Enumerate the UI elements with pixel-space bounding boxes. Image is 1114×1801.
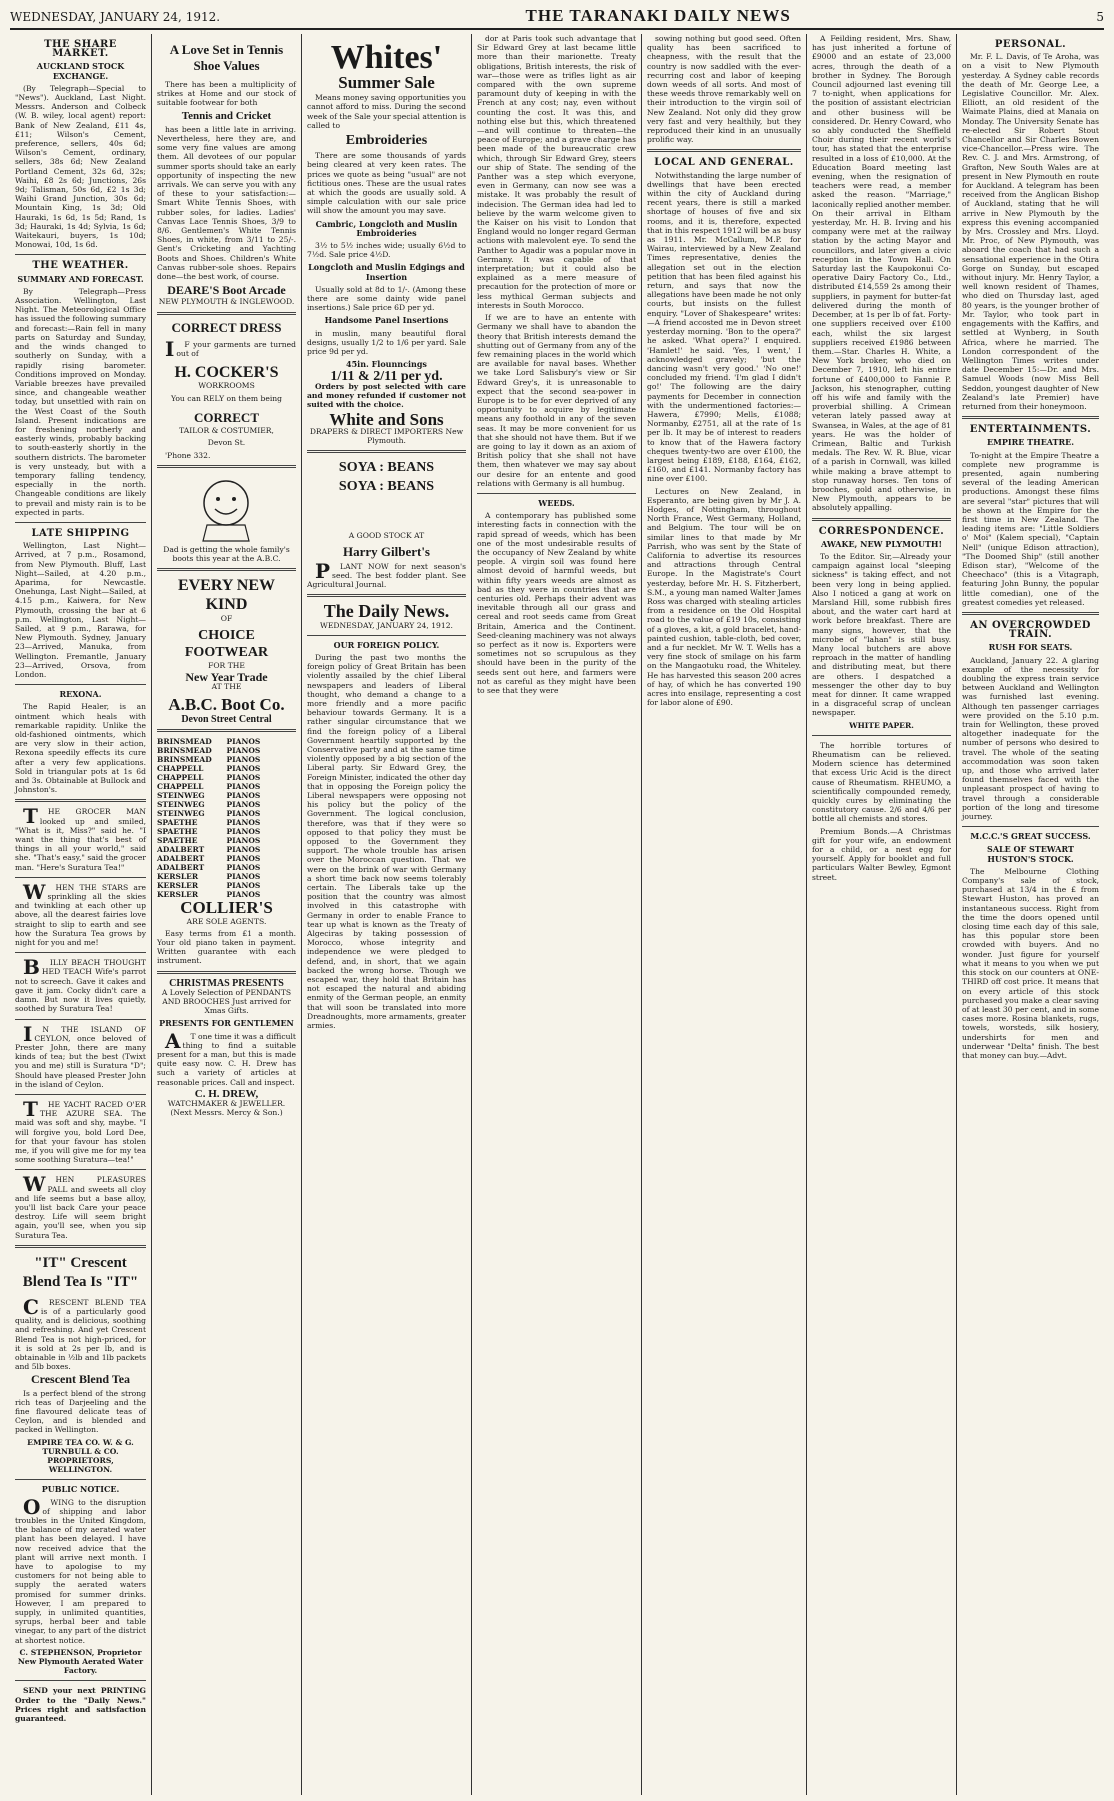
piano-label: PIANOS [226,737,261,747]
correct-label: CORRECT [193,409,259,425]
divider [962,416,1099,419]
foreign-policy-title: OUR FOREIGN POLICY. [333,639,440,650]
weeds-text: A contemporary has published some interesting facts in connection with the rapid spread of weeds, which has been one of the most undesirable results of the occupancy of New Zealand by white people. A virgin soil was found here almost devoid of harmful weeds, but within fifty years weeds are almost as bad as they were in countries that are centuries old. Perhaps their advent was inevitable through all our grass and cereal and root seeds came from Great Britain, America and the Continent. Seed-cleaning machinery was not always so perfect as it now is. Exporters were sometimes not so scrupulous as they should have been in the purity of the seeds sent out here, and farmers were not as careful as they might have been to see that they were [477,511,636,696]
divider [157,312,296,315]
piano-brand: SPAETHE [157,836,198,846]
gentlemen-presents: PRESENTS FOR GENTLEMEN [159,1018,294,1029]
phone-label: 'Phone 332. [165,450,211,460]
piano-label: PIANOS [226,800,261,810]
divider [307,594,466,597]
daily-news-date: WEDNESDAY, JANUARY 24, 1912. [320,620,453,630]
suratura-ad-1: THE GROCER MAN looked up and smiled, "What is it, Miss?" said he. "I want the thing that's best of things in all your world," said she. "That's easy," said the grocer man. "Here's Suratura Tea!" [15,804,146,872]
flouncings-head: 45in. Flounncings [346,359,427,370]
local-general-continued: A Feilding resident, Mrs. Shaw, has just inherited a fortune of £9000 and an estate of 23,000 acres, through the death of a brother in Sydney. The Borough Council adjourned last evening till 7 to-night, when applications for the position of assistant electrician and other business will be considered. Dr. Henry Coward, who so ably conducted the Sheffield Choir during their recent world's tour, has stated that the enterprise resulted in a loss of £10,000. At the Education Board meeting last evening, when the resignation of teachers were read, a member asked the reason. "Marriage," laconically replied another member. On their arrival in Eltham yesterday, Mr. H. B. Irving and his company were met at the railway station by the acting Mayor and councillors, and later given a civic reception in the Town Hall. On Saturday last the Kaupokonui Co-operative Dairy Factory Co., Ltd., distributed £14,559 2s among their suppliers, in payment for butter-fat delivered during the month of December, at 1s per lb of fat. Forty-one suppliers received over £100 each, whilst the six largest suppliers received £1986 between them.—Star. Charles H. White, a New York broker, who died on December 7, 1910, left his entire fortune of £400,000 to Fannie P. Jackson, his stenographer, cutting off his wife and family with the proverbial shilling. A Crimean veteran lately passed away at Swansea, in Wales, at the age of 81 years. He was the holder of Crimean, Baltic and Turkish medals. The Rev. W. R. Blue, vicar of a parish in Cornwall, was killed while making a brave attempt to stop runaway horses. Ten tons of brooches, gold and otherwise, in New Plymouth, appears to be absolutely appalling. [812,34,951,513]
daily-news-nameplate: The Daily News. [323,601,450,622]
divider [15,1094,146,1095]
piano-brand: CHAPPELL [157,773,204,783]
local-general-title: LOCAL AND GENERAL. [654,157,794,169]
plant-now-text: PLANT NOW for next season's seed. The best fodder plant. See Agricultural Journal. [307,558,466,590]
divider [307,635,466,636]
piano-label: PIANOS [226,890,261,900]
divider [812,518,951,521]
column-2 [152,34,302,1795]
suratura-ad-6: WHEN PLEASURES PALL and sweets all cloy and life seems but a base alloy, you'll list back Care your peace destroy. Life will seem bright again, you'll see, when you sip Suratura Tea. [15,1172,146,1240]
correct-dress-text: IF your garments are turned out of [165,336,296,361]
divider [157,465,296,468]
divider [15,684,146,685]
child-illustration [157,473,295,543]
suratura-ad-4: IN THE ISLAND OF CEYLON, once beloved of Prester John, there are many kinds of tea; but the best (Twixt you and me) still is Suratura "D"; Should have pleased Prester John in the island of Ceylon. [15,1021,146,1089]
weeds-title: WEEDS. [538,497,575,508]
embroideries-head: Embroideries [345,133,428,149]
paper-title: THE TARANAKI DAILY NEWS [525,6,791,25]
abc-caption: Dad is getting the whole family's boots this year at the A.B.C. [163,544,290,564]
piano-brand: ADALBERT [157,863,205,873]
personal-title: PERSONAL. [994,39,1067,50]
columns [10,34,1104,1795]
column-4 [472,34,642,1795]
love-set-text: There has been a multiplicity of strikes at Home and our stock of suitable footwear for both [157,80,296,108]
piano-brand: CHAPPELL [157,782,204,792]
policy-entente: If we are to have an entente with Germany we shall have to abandon the theory that British interests demand the shutting out of Germany from any of the few remaining places in the world which are available for naval bases. Whether we take Lord Salisbury's view or Sir Edward Grey's, it is unreasonable to expect that the second sea-power in Europe is to be for ever deprived of any opportunity to acquire by legitimate means any foothold in any of the seven seas. It may be more convenient for us that she should not have them. But if we are going to lay it down as an axiom of British policy that she shall not have them, then whatever we may say about our desire for an entente and good relations with Germany is all humbug. [477,313,636,488]
rexona-text: The Rapid Healer, is an ointment which heals with remarkable rapidity. Unlike the old-fashioned ointments, which are very slow in their action, Rexona speedily effects its cure after a very few applications. Sold in triangular pots at 1s 6d and 3s. Obtainable at Bullock and Johnston's. [15,702,146,795]
rush-for-seats: RUSH FOR SEATS. [988,642,1073,653]
divider [477,493,636,494]
longcloth-head: Longcloth and Muslin Edgings and Insertion [308,262,465,282]
tailor-label: TAILOR & COSTUMIER, [179,426,274,436]
for-the-label: FOR THE [208,660,245,670]
correspondence-sub: AWAKE, NEW PLYMOUTH! [821,538,942,549]
piano-brand: STEINWEG [157,809,205,819]
rexona-title: REXONA. [59,689,102,700]
entertainments-text: To-night at the Empire Theatre a complete new programme is presented, again numbering several of the leading American productions. Amongst these films are several "star" pictures that will be shown at the Empire for the first time in New Zealand. The leading items are: "Little Soldiers o' Moi" (Kalem special), "Captain Nell" (unique Edison attraction), "The Doomed Ship" (still another Edison star), "Welcome of the Cheechaco" (this is a Vitagraph, featuring John Bunny, the popular little comedian), one of the greatest comedies yet released. [962,450,1099,607]
divider [15,952,146,953]
divider [962,612,1099,615]
soya-beans-2: SOYA : BEANS [338,479,435,495]
colliers-name: COLLIER'S [180,898,273,918]
piano-brand: STEINWEG [157,800,205,810]
empire-theatre-title: EMPIRE THEATRE. [986,437,1075,448]
piano-label: PIANOS [226,881,261,891]
divider [15,254,146,255]
overcrowded-train-title: AN OVERCROWDED TRAIN. [970,619,1091,641]
divider [15,1169,146,1170]
love-set-headline: A Love Set in Tennis Shoe Values [169,42,284,73]
new-year-trade: New Year Trade [185,669,268,684]
piano-label: PIANOS [226,773,261,783]
handsome-head: Handsome Panel Insertions [324,315,449,326]
divider [962,826,1099,827]
of-label: OF [220,614,233,624]
piano-brand: ADALBERT [157,845,205,855]
mcc-text: The Melbourne Clothing Company's sale of stock, purchased at 13/4 in the £ from Stewart Huston, has proved an instantaneous success. Right from the time the doors opened until closing time each day of this sale, has this popular store been crowded with buyers. And no wonder. Just figure for yourself what it means to you when we put this stock on our counters at ONE-THIRD off cost price. It means that on every article of this stock purchased you make a clear saving of at least 30 per cent, and in some cases more. Rosina blankets, rugs, towels, worsteds, silk hosiery, undershirts for men and underwear "Delta" finish. The best that money can buy.—Advt. [962,866,1099,1060]
column-1 [10,34,152,1795]
overcrowded-train-text: Auckland, January 22. A glaring example of the necessity for doubling the express train service between Auckland and Wellington was furnished last evening. Although ten passenger carriages were provided on the 5.10 p.m. train for Wellington, these proved altogether inadequate for the number of persons who desired to travel. The whole of the seating accommodation was soon taken up, and those who arrived later found themselves faced with the unpleasant prospect of having to travel through a considerable portion of the long and tiresome journey. [962,655,1099,822]
weeds-continued: sowing nothing but good seed. Often quality has been sacrificed to cheapness, with the result that the country is now saddled with the ever-recurring cost and labor of keeping down weeds of all sorts. And most of these weeds throve remarkably well on their introduction to the virgin soil of New Zealand. Not only did they grow very fast and very healthily, but they reproduced their kind in an unusually prolific way. [647,34,801,145]
piano-brand: KERSLER [157,872,199,882]
piano-label: PIANOS [226,791,261,801]
drew-name: C. H. DREW, [194,1087,259,1100]
public-notice-text: OWING to the disruption of shipping and labor troubles in the United Kingdom, the balance of my aerated water plant has been delayed. I have now received advice that the plant will arrive next month. I have to apologise to my customers for not being able to supply the aerated waters promised for summer drinks. However, I am prepared to supply, in unlimited quantities, syrups, herbal beer and table vinegar, to any part of the district at shortest notice. [15,1494,146,1645]
weather-title: THE WEATHER. [32,260,129,272]
divider [812,735,951,736]
xmas-presents-head: CHRISTMAS PRESENTS [169,977,284,989]
piano-brand: BRINSMEAD [157,746,212,756]
post-orders: Orders by post selected with care and money refunded if customer not suited with the choice. [307,381,466,410]
suratura-ad-2: WHEN THE STARS are sprinkling all the skies and twinkling at each other up above, all the dearest fairies love straight to slip to earth and see how the Suratura Tea grows by night for you and me! [15,879,146,948]
handsome-text: in muslin, many beautiful floral designs, usually 1/2 to 1/6 per yard. Sale price 9d per yd. [307,328,466,357]
personal-text: Mr. F. L. Davis, of Te Aroha, was on a visit to New Plymouth yesterday. A Sydney cable records the death of Mr. George Lee, a Legislative Councillor. Mr. Alex. Elliott, an old resident of the Waimate Plains, died at Manaia on Monday. The University Senate has re-elected Sir Robert Stout Chancellor and Sir Charles Bowen vice-Chancellor.—Press wire. The Rev. C. J. and Mrs. Armstrong, of Grafton, New South Wales are at present in New Plymouth en route for Auckland. A telegram has been received from the Anglican Bishop of Auckland, stating that he will arrive in New Plymouth by the express this evening accompanied by Mrs. Crossley and Mrs. Lloyd. Mr. Proc, of New Plymouth, was aboard the coach that had such a sensational experience in the Otira Gorge on Sunday, but escaped without injury. Mr. Henry Taylor, a well known resident of Thames, who died on Thursday last, aged 80 years, is the younger brother of Mr. Taylor, who took part in engagements with the Kaffirs, and settled at Wynberg, in South Africa, where he married. The London correspondent of the Wellington Times writes under date December 15:—Dr. and Mrs. Samuel Woods (now Miss Bell Seddon, youngest daughter of New Zealand's late Premier) have returned from their honeymoon. [962,52,1099,411]
empire-tea-co: EMPIRE TEA CO. W. & G. TURNBULL & CO. PROPRIETORS, WELLINGTON. [27,1437,134,1475]
issue-date: WEDNESDAY, JANUARY 24, 1912. [10,10,221,24]
rely-text: You can RELY on them being [170,393,283,403]
crescent-big: Crescent Blend Tea [30,1372,131,1387]
piano-brand: BRINSMEAD [157,755,212,765]
piano-label: PIANOS [226,746,261,756]
piano-label: PIANOS [226,854,261,864]
local-general-more: Lectures on New Zealand, in Esperanto, are being given by Mr J. A. Hodges, of Nottingham, throughout North France, West Germany, Holland, and Belgium. The tour will be on similar lines to that made by Mr Parrish, who was sent by the State of California to advertise its resources and attractions through Central Europe. In the Magistrate's Court yesterday, before Mr. H. S. Fitzherbert, S.M., a young man named Walter James Ross was charged with stealing articles from a residence on the Old Hospital road to the value of £19 10s, consisting of a gloves, a kit, a gold bracelet, hand-painted cushion, table-cloth, bed cover, and a fur necklet. Mr W. T. Wells has a very fine stock of smilage on his farm on the Mangaotuku road, the Whiteley. He has harvested this season 200 acres of hay, of which he has converted 190 acres into ensilage, representing a cost for labor alone of £90. [647,486,801,708]
deares-boot-arcade: DEARE'S Boot Arcade [167,283,286,298]
divider [15,799,146,802]
cockers-name: H. COCKER'S [174,364,279,382]
share-market-text: (By Telegraph—Special to "News"). Auckland, Last Night. Messrs. Anderson and Colbeck (W. B. wiley, local agent) report: Bank of New Zealand, £11 4s, £11; Wilson's Cement, preference, sellers, 40s 6d; Wilson's Cement, ordinary, sellers, 38s 6d; New Zealand Portland Cement, 32s 6d, 32s; Waihi, £8 2s 6d; Junctions, 26s 9d; Talisman, 50s 6d, £2 1s 3d; Waihi Grand Junction, 30s 6d; Mountain King, 1s 3d; Old Hauraki, 1s 6d, 1s 5d; Rand, 1s 3d; Hauraki, 1s 4d; Sylvia, 1s 6d; Waitekauri, buyers, 1s 10d; Monowai, 10d, 1s 6d. [15,83,146,250]
foreign-policy-text: During the past two months the foreign policy of Great Britain has been violently assailed by the chief Liberal newspapers and leaders of Liberal thought, who demand a change to a more friendly and a more pacific behaviour towards Germany. It is a rather singular circumstance that we find the foreign policy of a Liberal Government heartily supported by the Conservative party and at the same time violently opposed by a big section of the Liberal party. Sir Edward Grey, the Foreign Minister, indicated the other day that in opposing the Foreign policy the Liberal newspapers were opposing not his policy but the policy of the Government. The logical conclusion, therefore, was that if they were so opposed to that policy they must be opposed to the Government they support. The whole trouble has arisen over the Moroccan question. That we were on the brink of war with Germany a short time back now seems tolerably certain. The Liberals take up the position that the country was almost involved in this catastrophe with Germany in order to enable France to tear up what is known as the Treaty of Algeciras by taking possession of Morocco, whose integrity and independence we were pledged to defend, and, in short, that we again backed the wrong horse. Though we escaped war, they hold that Britain has not escaped the natural and abiding enmity of the German people, an enmity that will soon be translated into more Dreadnoughts, more armaments, greater armies. [307,652,466,1031]
mcc-sub: SALE OF STEWART HUSTON'S STOCK. [987,844,1074,864]
longcloth-text: Usually sold at 8d to 1/-. (Among these there are some dainty wide panel insertions.) Sale price 6D per yd. [307,284,466,313]
shipping-title: LATE SHIPPING [31,527,130,539]
summer-sale-head: Summer Sale [338,73,435,92]
piano-label: PIANOS [226,863,261,873]
mcc-title: M.C.C.'S GREAT SUCCESS. [970,831,1091,842]
page-number: 5 [1096,10,1104,24]
harry-gilbert: Harry Gilbert's [342,543,430,559]
weather-sub: SUMMARY AND FORECAST. [17,273,144,284]
piano-brand: KERSLER [157,881,199,891]
divider [157,971,296,974]
piano-label: PIANOS [226,872,261,882]
drew-sub: WATCHMAKER & JEWELLER. (Next Messrs. Mercy & Son.) [167,1098,286,1118]
correspondence-title: CORRESPONDENCE. [818,525,945,537]
crescent-headline: "IT" Crescent Blend Tea Is "IT" [22,1254,139,1290]
public-notice-title: PUBLIC NOTICE. [41,1484,120,1495]
column-3 [302,34,472,1795]
piano-label: PIANOS [226,836,261,846]
pianos-list [157,737,296,899]
workrooms-label: WORKROOMS [198,381,255,391]
divider [15,1019,146,1020]
drew-text: AT one time it was a difficult thing to find a suitable present for a man, but this is made quite easy now. C. H. Drew has such a variety of articles at reasonable prices. Call and inspect. [157,1028,296,1087]
xmas-presents-text: A Lovely Selection of PENDANTS AND BROOCHES Just arrived for Xmas Gifts. [161,987,292,1016]
divider [15,522,146,523]
devon-street-central: Devon Street Central [181,714,272,726]
piano-label: PIANOS [226,755,261,765]
piano-brand: ADALBERT [157,854,205,864]
sole-agents: ARE SOLE AGENTS. [186,916,267,926]
piano-brand: STEINWEG [157,791,205,801]
crescent-text: CRESCENT BLEND TEA is of a particularly good quality, and is delicious, soothing and refreshing. And yet Crescent Blend Tea is not high-priced, for it is sold at 2s per lb, and is obtainable in ½lb and 1lb packets and 5lb boxes. [15,1294,146,1372]
tennis-cricket-text: has been a little late in arriving. Nevertheless, here they are, and some very fine values are among them. All devotees of our popular summer sports should take an early opportunity of inspecting the new arrivals. We can serve you with any of these to your satisfaction:— Smart White Tennis Shoes, with rubber soles, for ladies. Ladies' Canvas Lace Tennis Shoes, 3/9 to 8/6. Gentlemen's White Tennis Shoes, in white, from 3/11 to 25/-. Gent's Cricketing and Yachting Boots and Shoes. Children's White Canvas rubber-sole shoes. Repairs done—the best work, of course. [157,124,296,282]
piano-brand: CHAPPELL [157,764,204,774]
divider [15,1680,146,1681]
local-general-text: Notwithstanding the large number of dwellings that have been erected within the city of Auckland during recent years, there is still a marked shortage of houses of five and six rooms, and it is, therefore, expected that in this respect 1912 will be as busy as 1911. Mr. McCallum, M.P. for Wairau, interviewed by a New Zealand Times representative, denies the allegation set out in the election petition that has been filed against his return, and says that now the allegations have been made he not only courts, but insists on the fullest enquiry. "Lover of Shakespeare" writes:—A friend accosted me in Devon street yesterday morning. 'Bon to the opera?' he asked. 'What opera?' I enquired. 'Hamlet!' he said. 'Yes, I went,' I acknowledged gravely; 'but the dancing wasn't very good.' 'No one!' concluded my friend. 'I'm glad I didn't go!' The following are the dairy payments for December in connection with the undermentioned factories:—Hawera, £7990; Mells, £1088; Normanby, £2751, all at the rate of 1s per lb. It may be of interest to readers to know that of the Hawera factory cheques twenty-two are over £100, the largest being £189, £188, £164, £162, £160, and £141. Normanby factory has nine over £100. [647,170,801,484]
devon-st-label: Devon St. [207,438,246,448]
divider [15,1479,146,1480]
masthead [10,6,1104,30]
divider [15,877,146,878]
whites-intro: Means money saving opportunities you cannot afford to miss. During the second week of the Sale your special attention is called to [307,93,467,130]
piano-brand: BRINSMEAD [157,737,212,747]
piano-label: PIANOS [226,818,261,828]
column-6 [807,34,957,1795]
piano-label: PIANOS [226,809,261,819]
share-market-title: THE SHARE MARKET. [44,39,117,60]
column-7 [957,34,1104,1795]
piano-label: PIANOS [226,845,261,855]
piano-label: PIANOS [226,782,261,792]
divider [307,450,466,453]
piano-terms: Easy terms from £1 a month. Your old piano taken in payment. Written guarantee with each instrument. [157,928,296,966]
rheumo-ad: The horrible tortures of Rheumatism can be relieved. Modern science has determined that excess Uric Acid is the direct cause of Rheumatism. RHEUMO, a scientifically compounded remedy, quickly cures by eliminating the constitutory cause. 2/6 and 4/6 per bottle all chemists and stores. [812,740,951,824]
printing-ad: SEND your next PRINTING Order to the "Daily News." Prices right and satisfaction guaranteed. [15,1686,146,1724]
tennis-cricket-head: Tennis and Cricket [181,109,272,122]
piano-label: PIANOS [226,764,261,774]
cambric-text: 3½ to 5½ inches wide; usually 6½d to 7½d. Sale price 4½D. [307,241,466,260]
weather-text: By Telegraph—Press Association. Wellington, Last Night. The Meteorological Office has issued the following summary and forecast:—Rain fell in many parts on Saturday and Sunday, and the winds changed to southerly on Sunday, with a rapidly rising barometer. Conditions improved on Monday. Variable breezes have prevailed since, and changeable weather today, but unsettled with rain on the West Coast of the South Island. Present indications are for freshening northerly and easterly winds, probably backing to south-easterly shortly in the southern districts. The barometer is very unsteady, but with a temporary falling tendency, especially in the north. Changeable conditions are likely to prevail and misty rain is to be expected in parts. [15,286,147,517]
every-new-kind: EVERY NEW KIND [177,577,276,614]
policy-continued: dor at Paris took such advantage that Sir Edward Grey at last became little more than their marionette. Treaty obligations, British interests, the risk of war—those were as trifles light as air compared with the own supreme paramount duty of keeping in with the French at any cost; nay, even without counting the cost. It was this, and nothing else but this, which threatened—and will continue to threaten—the peace of Europe; and a grave charge has been made of the bureaucratic crew which, through Sir Edward Grey, steers our ship of State. The sending of the Panther was a step which everyone, even in Germany, can now see was a mistake. It was probably the result of indecision. The German idea had led to believe by the warm welcome given to the Kaiser on his visit to London that England would no longer regard German actions with malevolent eye. To send the Panther to Agadir was a popular move in Germany. It was capable of that interpretation; but it could also be explained as a mere measure of precaution for the protection of more or less mythical German subjects and interests in South Morocco. [477,34,636,310]
divider [15,1245,146,1248]
piano-brand: SPAETHE [157,827,198,837]
divider [157,729,296,732]
flouncings-price: 1/11 & 2/11 per yd. [330,369,443,385]
correct-dress-head: CORRECT DRESS [171,319,282,335]
whites-logo: Whites' [330,39,443,76]
column-5 [642,34,807,1795]
piano-brand: KERSLER [157,890,199,900]
correspondence-sign: WHITE PAPER. [849,720,914,730]
white-and-sons: White and Sons [329,410,444,430]
embroideries-text: There are some thousands of yards being cleared at very keen rates. The prices we quote as being "usual" are not fictitious ones. These are the usual rates at which the goods are usually sold. A simple calculation with our sale price will show the amount you may save. [307,151,466,216]
piano-brand: SPAETHE [157,818,198,828]
abc-boot-co: A.B.C. Boot Co. [168,695,285,715]
at-the-label: AT THE [211,681,242,691]
crescent-text-2: Is a perfect blend of the strong rich teas of Darjeeling and the fine flavoured delicate teas of Ceylon, and is blended and packed in Wellington. [15,1388,146,1435]
drapers-line: DRAPERS & DIRECT IMPORTERS New Plymouth. [309,426,464,445]
correspondence-text: To the Editor. Sir,—Already your campaign against local "sleeping sickness" is taking effect, and not been very long in being applied. Also I noticed a gang at work on Marsland Hill, some rubbish fires about, and the water cart hard at work before breakfast. There are many signs, however, that the microbe of "lahan" is still busy. Many local butchers are above reproach in the matter of handling and distributing meat, but there are others. I despatched a messenger the other day to buy meat for dinner. It came wrapped in a disgraceful scrap of unclean newspaper. [812,551,951,718]
deares-location: NEW PLYMOUTH & INGLEWOOD. [158,297,295,307]
premium-bonds-ad: Premium Bonds.—A Christmas gift for your wife, an endowment for a child, or a nest egg for yourself. Apply for booklet and full particulars Walter Bewley, Egmont street. [812,826,951,882]
choice-footwear: CHOICE FOOTWEAR [184,627,269,660]
share-market-sub: AUCKLAND STOCK EXCHANGE. [36,61,125,81]
entertainments-title: ENTERTAINMENTS. [969,424,1092,436]
suratura-ad-3: BILLY BEACH THOUGHT HED TEACH Wife's parrot not to screech. Gave it cakes and gave it jam. Cocky didn't care a damn. But now it lives quietly, soothed by Suratura Tea! [15,955,146,1014]
public-notice-sign: C. STEPHENSON, Proprietor New Plymouth Aerated Water Factory. [17,1647,144,1676]
piano-label: PIANOS [226,827,261,837]
cambric-head: Cambric, Longcloth and Muslin Embroideries [315,218,458,238]
divider [647,149,801,152]
good-stock-label: A GOOD STOCK AT [348,531,425,541]
shipping-text: Wellington, Last Night—Arrived, at 7 p.m., Rosamond, from New Plymouth. Bluff, Last Night—Sailed, at 4.20 p.m., Aparima, for Newcastle. Onehunga, Last Night—Sailed, at 4.15 p.m., Kaiwera, for New Plymouth, crossing the bar at 6 p.m. Wellington, Last Night—Sailed, at 9 p.m., Rarawa, for New Plymouth. Sydney, January 23—Arrived, Manuka, from Wellington. Fremantle, January 23—Arrived, Orsova, from London. [15,541,146,679]
soya-beans-1: SOYA : BEANS [338,459,435,475]
suratura-ad-5: THE YACHT RACED O'ER THE AZURE SEA. The maid was soft and shy, maybe. "I will forgive you, bold Lord Dee, for that your favour has stolen me, if you will give me for my tea some soothing Suratura—tea!" [15,1096,146,1165]
divider [157,568,296,571]
